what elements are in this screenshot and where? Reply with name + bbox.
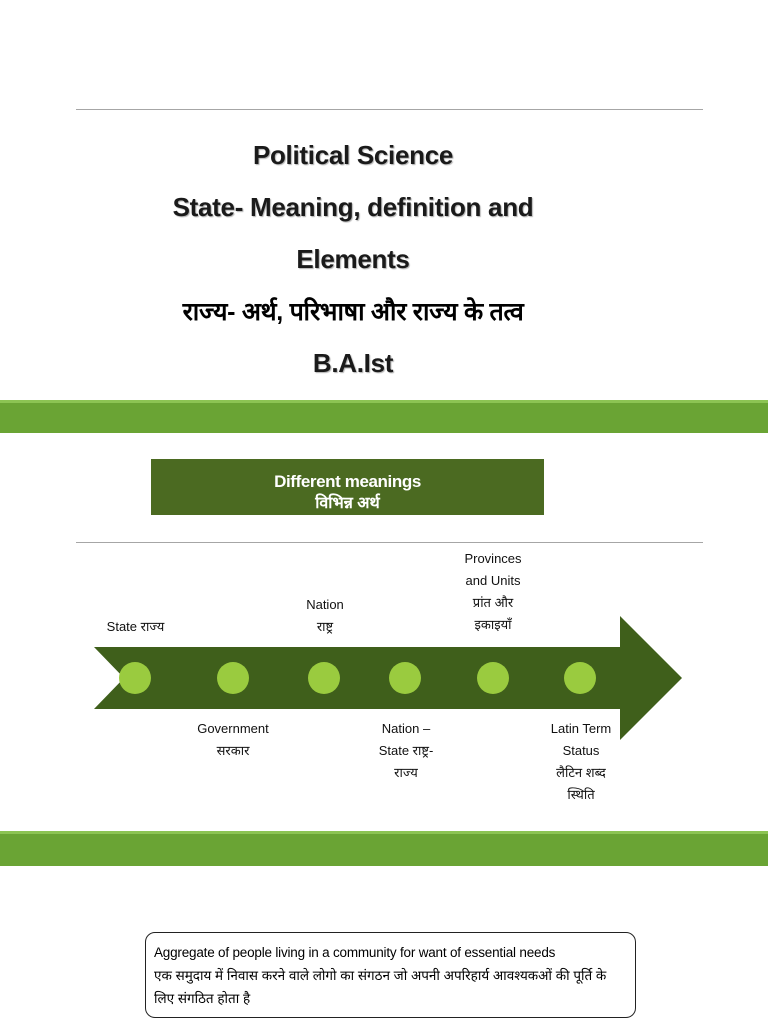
label-line: Government [197,721,269,736]
green-band-bottom [0,834,768,866]
definition-en: Aggregate of people living in a community for want of essential needs [154,945,556,960]
label-line: Status [562,743,600,758]
label-line: Nation – [381,721,431,736]
top-divider [76,109,703,110]
label-nation [284,594,366,638]
timeline-node-1 [119,662,151,694]
label-line: State राष्ट्र- [378,743,434,758]
label-line: Provinces [464,551,522,566]
section-heading-en: Different meanings [274,472,421,491]
label-line: लैटिन शब्द [556,765,606,780]
label-line: इकाइयाँ [474,617,512,632]
green-band-top [0,403,768,433]
title-class: B.A.Ist [312,348,394,378]
title-subject: Political Science [252,140,454,170]
label-line: and Units [465,573,521,588]
title-topic-cont: Elements [296,244,410,274]
label-latin-term [533,718,629,806]
label-government [183,718,283,762]
timeline-node-6 [564,662,596,694]
label-nation-state [360,718,452,784]
definition-box [145,932,636,1018]
section-heading [151,459,544,515]
timeline-node-5 [477,662,509,694]
middle-divider [76,542,703,543]
label-line: राष्ट्र [316,619,334,634]
label-line: प्रांत और [472,595,514,610]
definition-hi: एक समुदाय में निवास करने वाले लोगो का संगठन जो अपनी अपरिहार्य आवश्यकओं की पूर्ति के लिए संगठित होता है [154,968,607,1006]
label-line: सरकार [216,743,250,758]
timeline-node-2 [217,662,249,694]
label-line: State राज्य [106,619,165,634]
label-line: Latin Term [550,721,612,736]
title-topic: State- Meaning, definition and [172,192,534,222]
label-provinces [446,548,540,636]
timeline-node-3 [308,662,340,694]
label-line: स्थिति [567,787,595,802]
title-hindi: राज्य- अर्थ, परिभाषा और राज्य के तत्व [182,298,524,326]
section-heading-hi: विभिन्न अर्थ [315,495,380,512]
label-line: Nation [306,597,344,612]
timeline-node-4 [389,662,421,694]
label-state [88,616,183,638]
label-line: राज्य [394,765,418,780]
